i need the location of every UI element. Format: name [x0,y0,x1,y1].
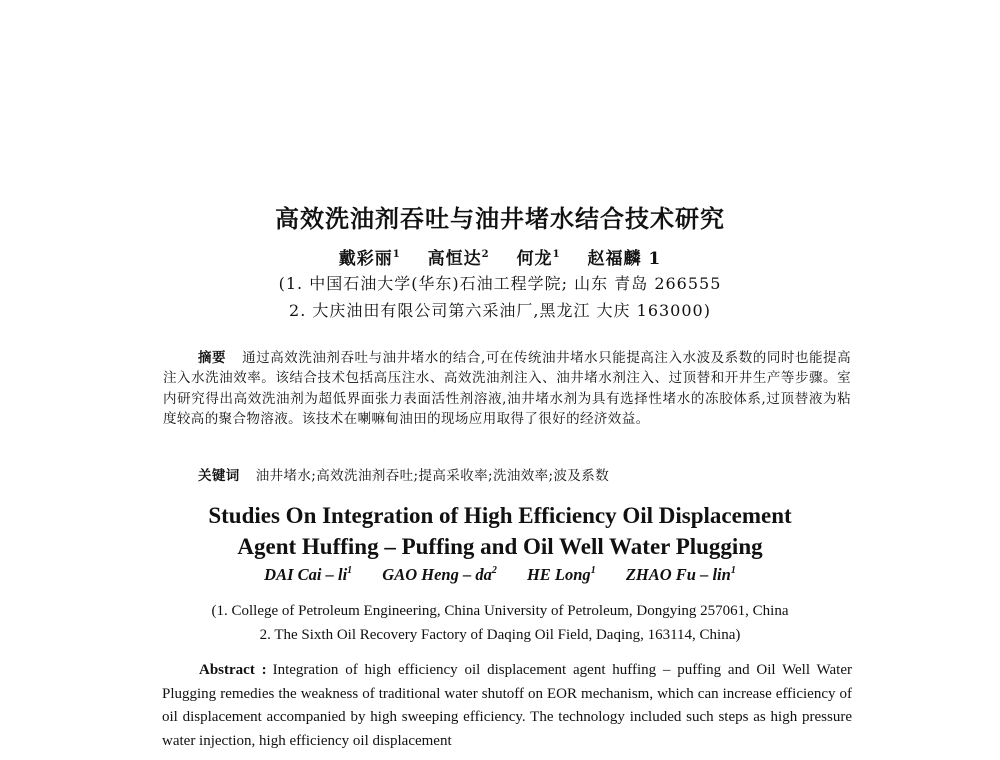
chinese-keywords-text: 油井堵水;高效洗油剂吞吐;提高采收率;洗油效率;波及系数 [255,468,610,484]
english-abstract-text: Integration of high efficiency oil displacement agent huffing – puffing and Oil Well Water Plugging remedies the weakness of traditional water shutoff on EOR mechanism, which can increase efficiency of oil displacement accompanied by high sweeping efficiency. The technology included such steps as high pressure water injection, high efficiency oil displacement [162,662,852,749]
english-affiliations [0,599,1000,647]
chinese-affiliation-line: (1. 中国石油大学(华东)石油工程学院; 山东 青岛 266555 [278,274,722,293]
chinese-abstract-text: 通过高效洗油剂吞吐与油井堵水的结合,可在传统油井堵水只能提高注入水波及系数的同时也能提高注入水洗油效率。该结合技术包括高压注水、高效洗油剂注入、油井堵水剂注入、过顶替和开井生产等步骤。室内研究得出高效洗油剂为超低界面张力表面活性剂溶液,油井堵水剂为具有选择性堵水的冻胶体系,过顶替液为粘度较高的聚合物溶液。该技术在喇嘛甸油田的现场应用取得了很好的经济效益。 [163,350,851,427]
english-title-line: Studies On Integration of High Efficiency Oil Displacement [208,503,792,528]
english-affiliation-line: 2. The Sixth Oil Recovery Factory of Daqing Oil Field, Daqing, 163114, China) [259,627,741,643]
english-title [0,500,1000,562]
english-author: HE Long$^1$ [526,565,596,584]
english-abstract [162,659,852,753]
chinese-author: 何龙$^1$ [516,249,561,269]
english-affiliation-line: (1. College of Petroleum Engineering, China University of Petroleum, Dongying 257061, China [211,603,789,619]
chinese-keywords [198,464,858,484]
chinese-author: 戴彩丽$^1$ [338,249,401,269]
chinese-abstract-label: 摘要 [198,350,227,366]
english-title-line: Agent Huffing – Puffing and Oil Well Water Plugging [237,534,763,559]
chinese-affiliation-line: 2. 大庆油田有限公司第六采油厂,黑龙江 大庆 163000) [289,301,711,320]
chinese-affiliations [0,270,1000,324]
english-author: DAI Cai – $li^1$ [264,565,353,584]
english-author: ZHAO Fu – lin$^1$ [625,565,736,584]
english-abstract-label: Abstract : [199,662,267,678]
chinese-abstract [163,348,851,429]
english-author: GAO Heng – $da^2$ [382,565,497,584]
chinese-author: 高恒达$^2$ [427,249,490,269]
chinese-authors [0,244,1000,269]
chinese-title: 高效洗油剂吞吐与油井堵水结合技术研究 [275,205,725,233]
chinese-keywords-label: 关键词 [198,468,240,484]
chinese-author: 赵福麟 1 [587,249,662,269]
english-authors [0,565,1000,585]
